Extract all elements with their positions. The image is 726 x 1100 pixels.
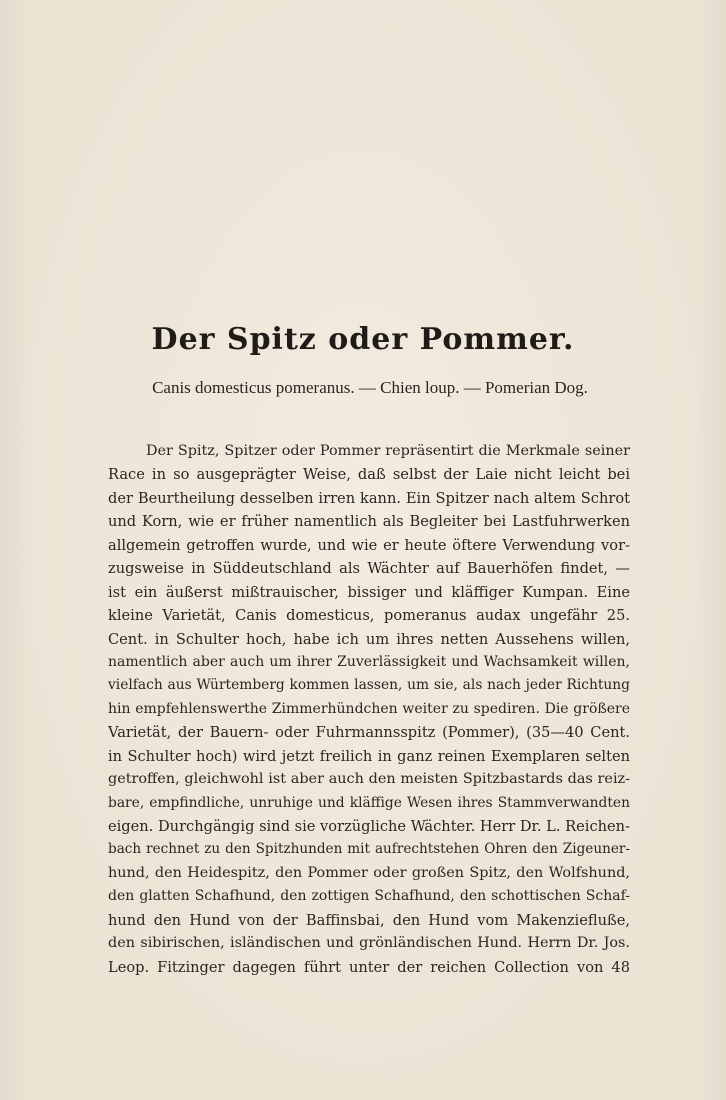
text-line: eigen. Durchgängig sind sie vorzügliche Wächter. Herr Dr. L. Reichen- bbox=[108, 818, 630, 835]
text-line: bare, empfindliche, unruhige und kläffige Wesen ihres Stammverwandten bbox=[108, 794, 630, 811]
latin-subtitle: Canis domesticus pomeranus. — Chien loup. — Pomerian Dog. bbox=[152, 378, 588, 397]
body-paragraph bbox=[108, 440, 630, 979]
text-line: den glatten Schafhund, den zottigen Schafhund, den schottischen Schaf- bbox=[108, 888, 630, 905]
text-line: zugsweise in Süddeutschland als Wächter auf Bauerhöfen findet, — bbox=[108, 560, 630, 578]
text-line: bach rechnet zu den Spitzhunden mit aufrechtstehen Ohren den Zigeuner- bbox=[108, 841, 630, 858]
text-line: hund, den Heidespitz, den Pommer oder großen Spitz, den Wolfshund, bbox=[108, 864, 630, 881]
text-line: allgemein getroffen wurde, und wie er heute öftere Verwendung vor- bbox=[108, 536, 630, 554]
text-line: ist ein äußerst mißtrauischer, bissiger und kläffiger Kumpan. Eine bbox=[108, 583, 630, 601]
text-line: kleine Varietät, Canis domesticus, pomeranus audax ungefähr 25. bbox=[108, 607, 630, 625]
text-line: Cent. in Schulter hoch, habe ich um ihres netten Aussehens willen, bbox=[108, 630, 630, 648]
text-line: und Korn, wie er früher namentlich als Begleiter bei Lastfuhrwerken bbox=[108, 513, 630, 531]
text-line: den sibirischen, isländischen und grönländischen Hund. Herrn Dr. Jos. bbox=[108, 935, 630, 952]
text-line: Race in so ausgeprägter Weise, daß selbst der Laie nicht leicht bei bbox=[108, 466, 630, 484]
text-line: Varietät, der Bauern- oder Fuhrmannsspitz (Pommer), (35—40 Cent. bbox=[108, 724, 630, 742]
text-line: der Beurtheilung desselben irren kann. Ein Spitzer nach altem Schrot bbox=[108, 489, 630, 507]
text-line: getroffen, gleichwohl ist aber auch den meisten Spitzbastards das reiz- bbox=[108, 771, 630, 788]
text-line: Leop. Fitzinger dagegen führt unter der reichen Collection von 48 bbox=[108, 958, 630, 976]
text-line: hin empfehlenswerthe Zimmerhündchen weiter zu spediren. Die größere bbox=[108, 700, 630, 717]
text-line: namentlich aber auch um ihrer Zuverlässigkeit und Wachsamkeit willen, bbox=[108, 653, 630, 670]
text-line: in Schulter hoch) wird jetzt freilich in ganz reinen Exemplaren selten bbox=[108, 747, 630, 765]
text-line: vielfach aus Würtemberg kommen lassen, um sie, als nach jeder Richtung bbox=[108, 677, 630, 694]
text-line: Der Spitz, Spitzer oder Pommer repräsentirt die Merkmale seiner bbox=[146, 443, 630, 459]
page-title: Der Spitz oder Pommer. bbox=[151, 322, 575, 357]
text-line: hund den Hund von der Baffinsbai, den Hund vom Makenziefluße, bbox=[108, 911, 630, 929]
